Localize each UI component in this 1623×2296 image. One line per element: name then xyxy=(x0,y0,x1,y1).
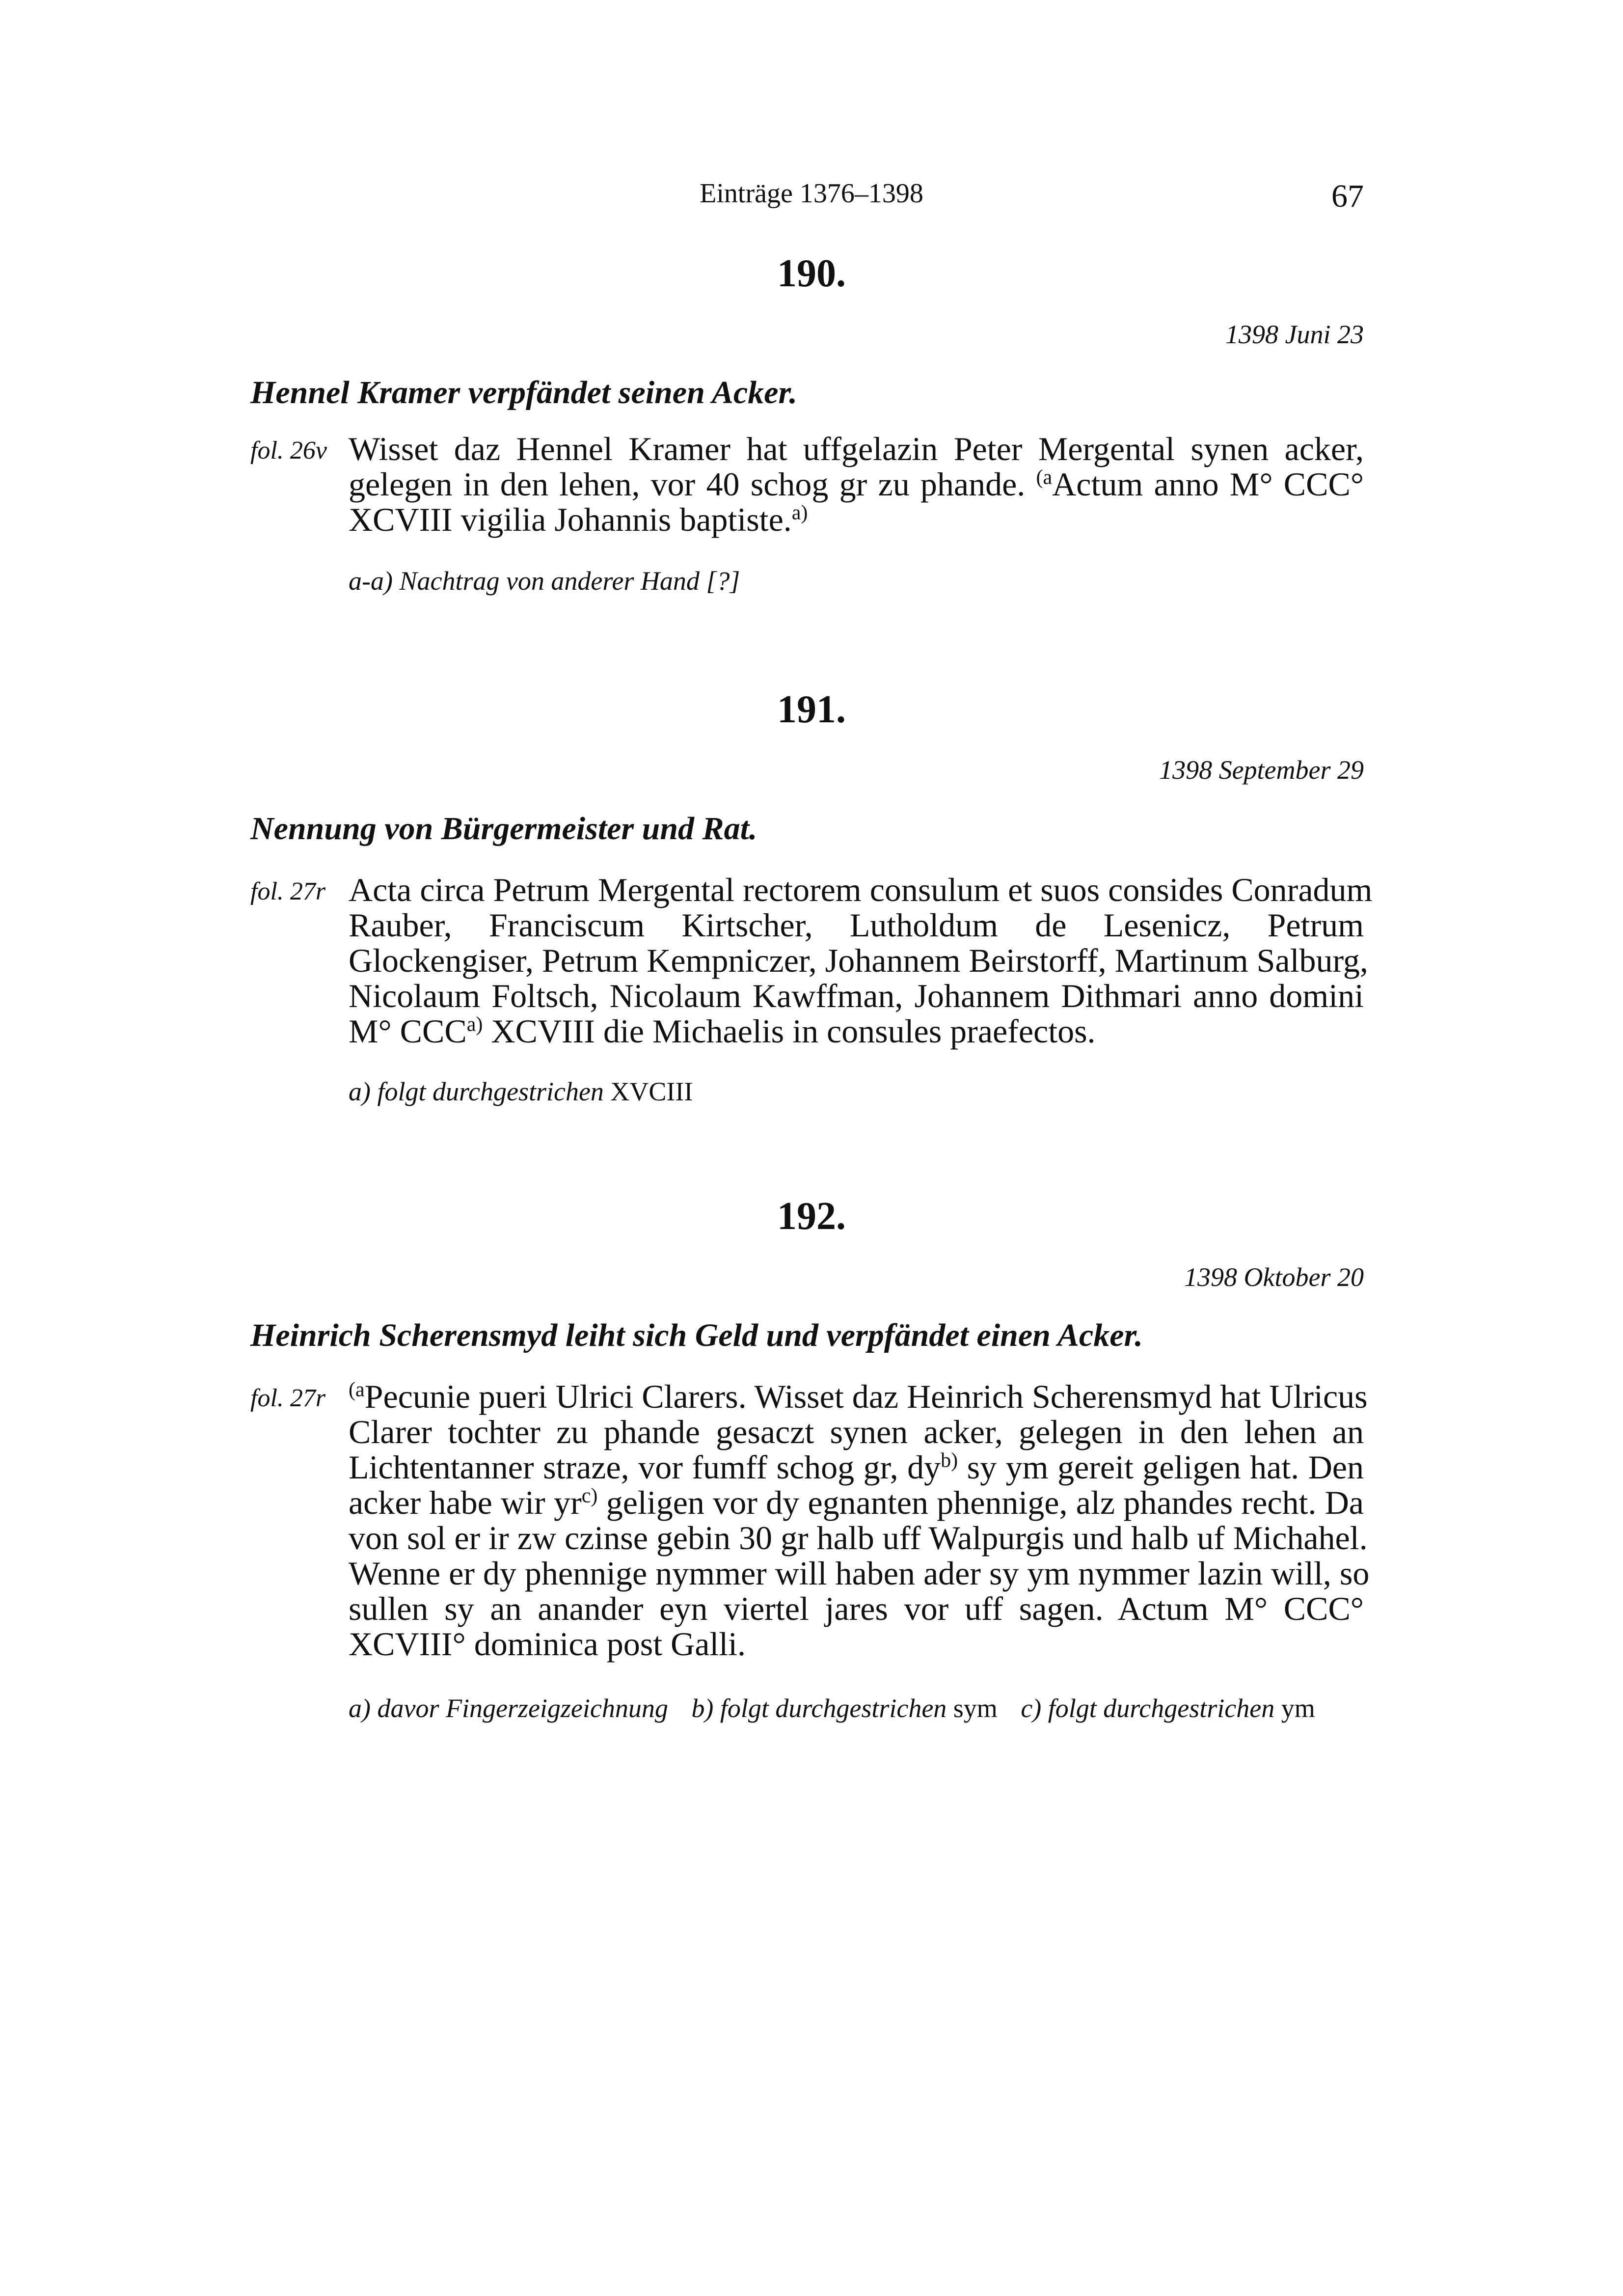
text-line xyxy=(349,1378,1368,1415)
footnote-text: folgt durchgestrichen xyxy=(377,1077,604,1106)
text-line: Rauber, Franciscum Kirtscher, Lutholdum de Lesenicz, Petrum xyxy=(349,906,1364,944)
entry-date: 1398 Oktober 20 xyxy=(1184,1262,1364,1292)
text-line xyxy=(349,1485,1364,1520)
footnote-text: b) folgt durchgestrichen xyxy=(691,1694,947,1723)
entry-text xyxy=(349,871,1373,1050)
text-line xyxy=(349,502,1364,537)
footnote xyxy=(349,566,740,596)
text-segment: Actum anno M° CCC° xyxy=(1052,465,1364,503)
footnote-text: a-a) Nachtrag von anderer Hand [?] xyxy=(349,566,740,596)
text-line: Acta circa Petrum Mergental rectorem consulum et suos consides Conradum xyxy=(349,871,1373,908)
entry-number: 190. xyxy=(777,252,846,295)
text-segment: geligen vor dy egnanten phennige, alz phandes recht. Da xyxy=(606,1484,1364,1521)
text-line: Wenne er dy phennige nymmer will haben ader sy ym nymmer lazin will, so xyxy=(349,1555,1370,1592)
footnote-marker: a) xyxy=(791,501,808,524)
footnote-marker: a) xyxy=(349,1077,371,1106)
text-line: Glockengiser, Petrum Kempniczer, Johannem Beirstorff, Martinum Salburg, xyxy=(349,942,1368,979)
entry-heading: Heinrich Scherensmyd leiht sich Geld und verpfändet einen Acker. xyxy=(250,1317,1143,1353)
folio-reference: fol. 27r xyxy=(250,1384,326,1412)
footnote xyxy=(349,1693,1315,1723)
text-segment: Lichtentanner straze, vor fumff schog gr, dy xyxy=(349,1449,941,1486)
text-segment: gelegen in den lehen, vor 40 schog gr zu phande. xyxy=(349,465,1026,503)
entry-number: 191. xyxy=(777,688,846,731)
text-segment: XCVIII die Michaelis in consules praefectos. xyxy=(491,1012,1096,1050)
entry-heading: Nennung von Bürgermeister und Rat. xyxy=(250,811,757,847)
page-number: 67 xyxy=(1331,178,1364,214)
entry-heading: Hennel Kramer verpfändet seinen Acker. xyxy=(250,375,798,410)
footnote-text: sym xyxy=(953,1694,998,1723)
text-line: XCVIII° dominica post Galli. xyxy=(349,1625,746,1663)
text-line xyxy=(349,1013,1364,1049)
footnote-text: XVCIII xyxy=(610,1077,693,1106)
folio-reference: fol. 26v xyxy=(250,437,327,465)
entry-number: 192. xyxy=(777,1195,846,1238)
footnote xyxy=(349,1076,693,1107)
footnote-text: c) folgt durchgestrichen xyxy=(1021,1694,1275,1723)
footnote-marker: c) xyxy=(581,1484,598,1507)
text-segment: sy ym gereit geligen hat. Den xyxy=(967,1449,1364,1486)
footnote-marker: b) xyxy=(941,1449,958,1472)
text-segment: Pecunie pueri Ulrici Clarers. Wisset daz Heinrich Scherensmyd hat Ulricus xyxy=(364,1378,1368,1415)
footnote-text: a) davor Fingerzeigzeichnung xyxy=(349,1694,668,1723)
footnote-marker: (a xyxy=(349,1378,365,1401)
text-line: Nicolaum Foltsch, Nicolaum Kawffman, Johannem Dithmari anno domini xyxy=(349,977,1364,1014)
footnote-marker: a) xyxy=(466,1013,483,1036)
text-segment: XCVIII vigilia Johannis baptiste. xyxy=(349,501,792,538)
text-line: Clarer tochter zu phande gesaczt synen acker, gelegen in den lehen an xyxy=(349,1413,1364,1450)
text-segment: M° CCC xyxy=(349,1012,467,1050)
entry-date: 1398 Juni 23 xyxy=(1225,320,1364,349)
entry-text xyxy=(349,431,1364,537)
text-line xyxy=(349,1449,1364,1485)
footnote-text: ym xyxy=(1281,1694,1315,1723)
entry-text xyxy=(349,1378,1370,1663)
running-title: Einträge 1376–1398 xyxy=(700,178,923,209)
text-line: von sol er ir zw czinse gebin 30 gr halb uff Walpurgis und halb uf Michahel. xyxy=(349,1519,1368,1557)
footnote-marker: (a xyxy=(1036,466,1053,489)
entry-date: 1398 September 29 xyxy=(1159,755,1364,785)
text-line: Wisset daz Hennel Kramer hat uffgelazin Peter Mergental synen acker, xyxy=(349,430,1364,467)
text-line: sullen sy an anander eyn viertel jares vor uff sagen. Actum M° CCC° xyxy=(349,1590,1364,1627)
text-segment: acker habe wir yr xyxy=(349,1484,582,1521)
text-line xyxy=(349,466,1364,502)
folio-reference: fol. 27r xyxy=(250,877,326,905)
